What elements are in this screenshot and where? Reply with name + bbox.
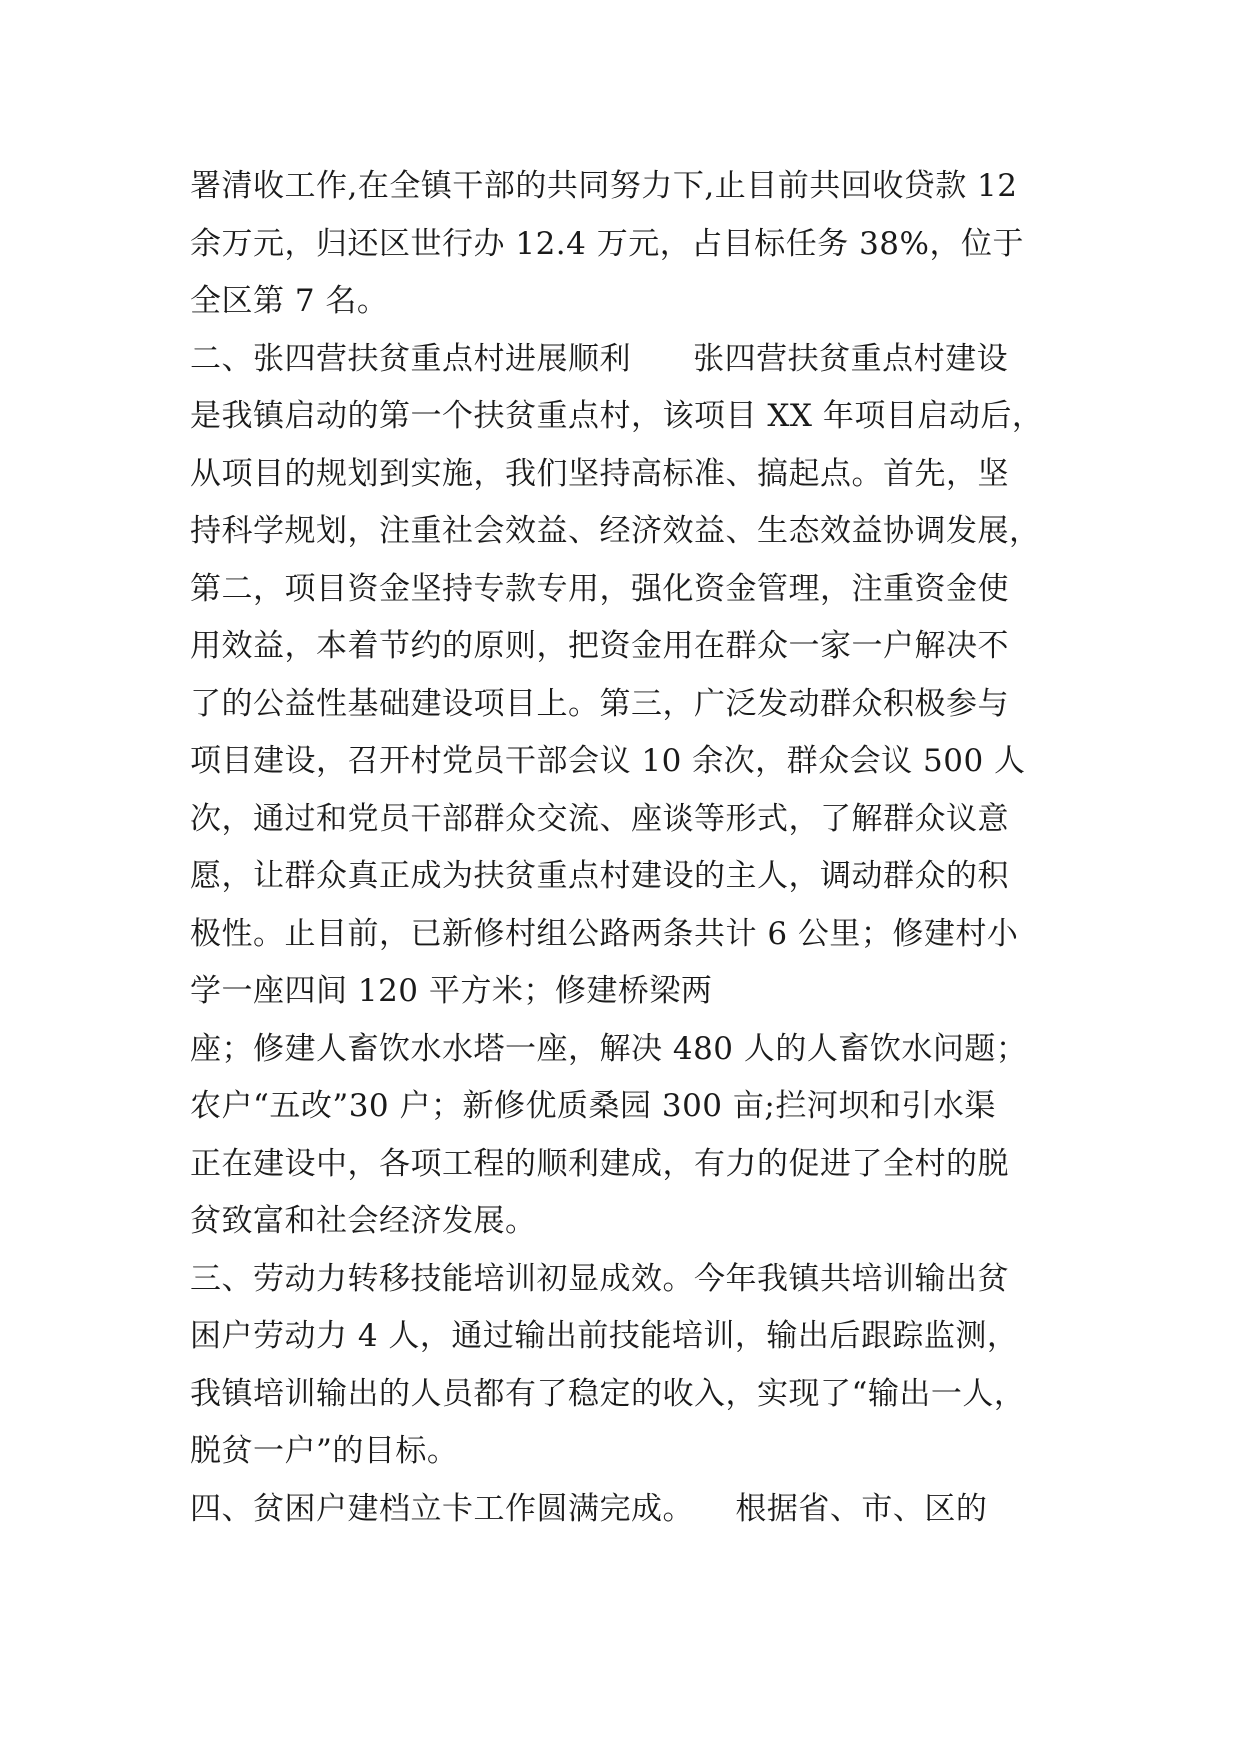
text-line: 座；修建人畜饮水水塔一座，解决 480 人的人畜饮水问题； xyxy=(190,1030,1028,1067)
document-body xyxy=(190,158,1060,1538)
text-line: 用效益，本着节约的原则，把资金用在群众一家一户解决不 xyxy=(190,628,1009,664)
text-line: 署清收工作,在全镇干部的共同努力下,止目前共回收贷款 12 xyxy=(190,168,1018,204)
text-line: 第二，项目资金坚持专款专用，强化资金管理，注重资金使 xyxy=(190,570,1009,607)
text-line: 全区第 7 名。 xyxy=(190,283,389,319)
text-line: 余万元，归还区世行办 12.4 万元，占目标任务 38%，位于 xyxy=(190,225,1024,262)
section-heading-line: 四、贫困户建档立卡工作圆满完成。 根据省、市、区的 xyxy=(190,1490,988,1527)
section-heading-line: 二、张四营扶贫重点村进展顺利 张四营扶贫重点村建设 xyxy=(190,340,1009,377)
text-line: 困户劳动力 4 人，通过输出前技能培训，输出后跟踪监测， xyxy=(190,1318,1019,1354)
text-line: 学一座四间 120 平方米；修建桥梁两 xyxy=(190,973,713,1009)
section-heading-line: 三、劳动力转移技能培训初显成效。今年我镇共培训输出贫 xyxy=(190,1260,1009,1297)
text-line: 从项目的规划到实施，我们坚持高标准、搞起点。首先，坚 xyxy=(190,455,1009,492)
text-line: 脱贫一户”的目标。 xyxy=(190,1433,459,1469)
text-line: 农户“五改”30 户；新修优质桑园 300 亩;拦河坝和引水渠 xyxy=(190,1088,996,1124)
text-line: 贫致富和社会经济发展。 xyxy=(190,1203,537,1239)
text-line: 次，通过和党员干部群众交流、座谈等形式，了解群众议意 xyxy=(190,800,1009,837)
text-line: 极性。止目前，已新修村组公路两条共计 6 公里；修建村小 xyxy=(190,915,1019,952)
text-line: 持科学规划，注重社会效益、经济效益、生态效益协调发展， xyxy=(190,513,1041,549)
text-line: 了的公益性基础建设项目上。第三，广泛发动群众积极参与 xyxy=(190,685,1009,722)
text-line: 愿，让群众真正成为扶贫重点村建设的主人，调动群众的积 xyxy=(190,858,1009,894)
text-line: 我镇培训输出的人员都有了稳定的收入，实现了“输出一人， xyxy=(190,1375,1026,1412)
text-line: 正在建设中，各项工程的顺利建成，有力的促进了全村的脱 xyxy=(190,1145,1009,1182)
text-line: 项目建设，召开村党员干部会议 10 余次，群众会议 500 人 xyxy=(190,743,1026,779)
text-line: 是我镇启动的第一个扶贫重点村，该项目 XX 年项目启动后， xyxy=(190,398,1044,434)
